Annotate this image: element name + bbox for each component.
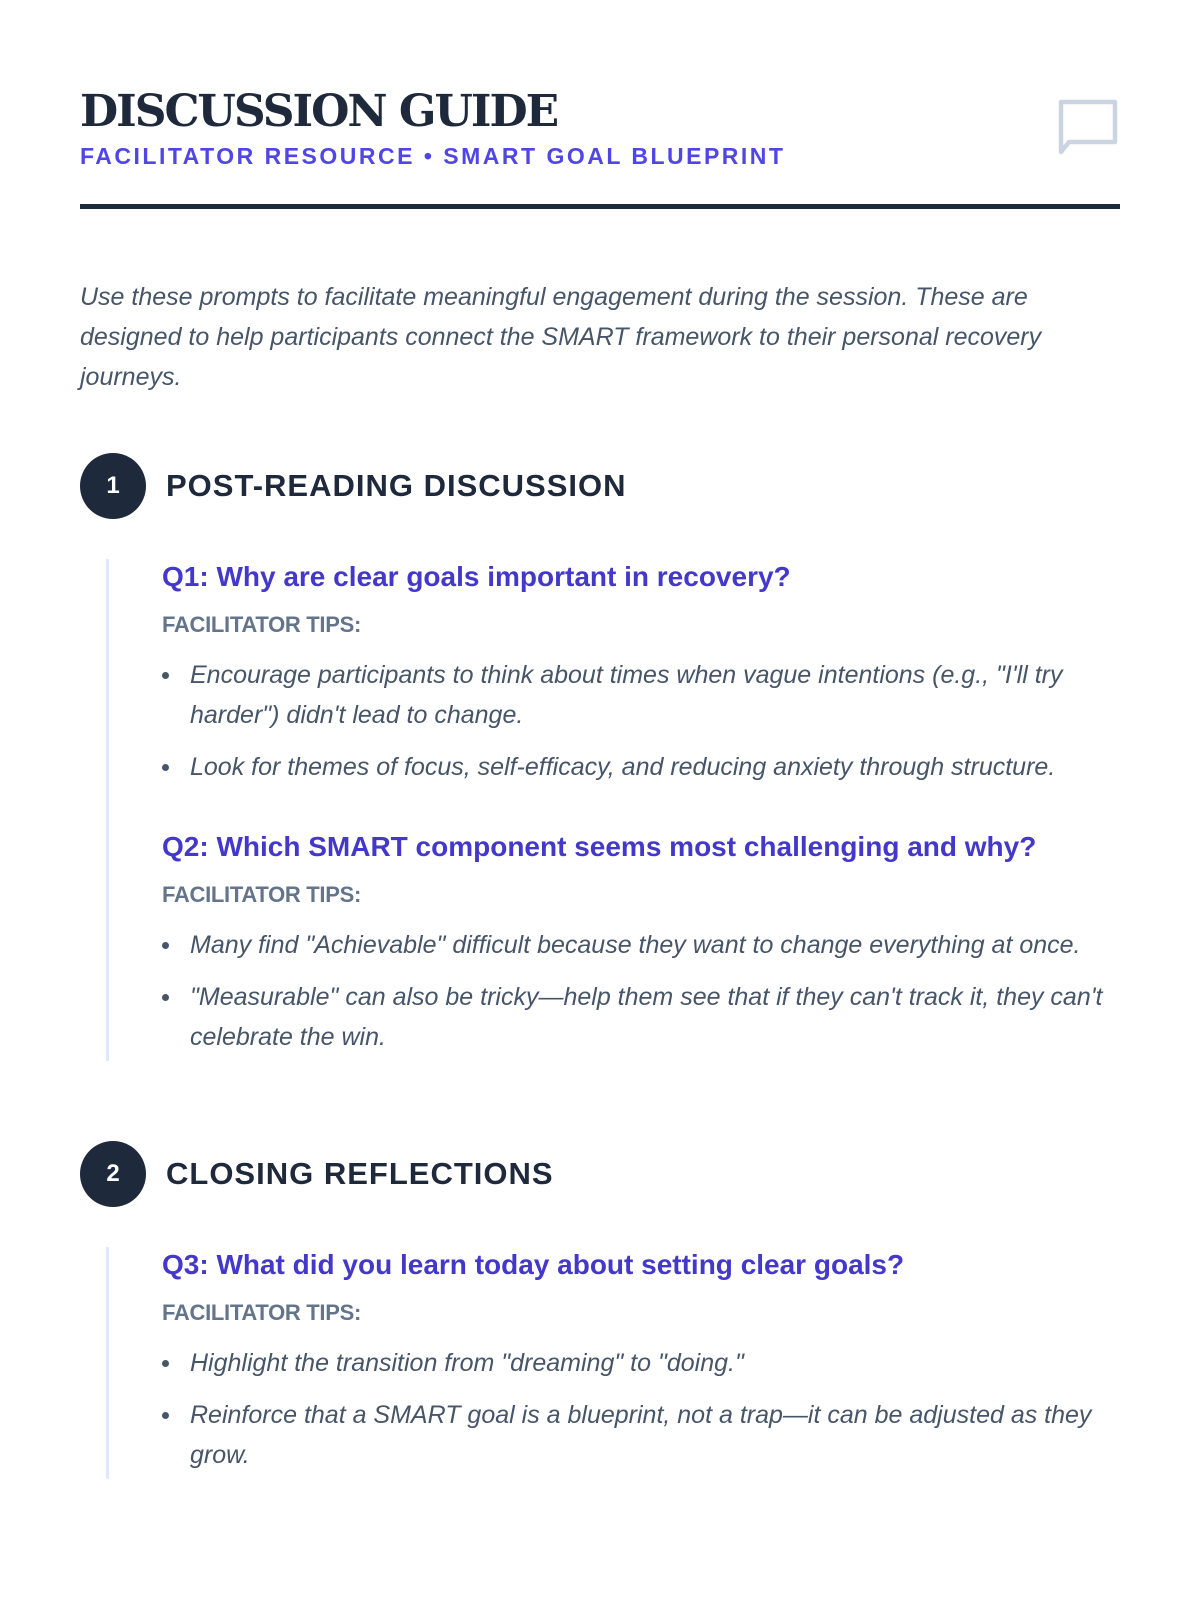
tip-item: [162, 925, 1120, 965]
tip-item: [162, 977, 1120, 1057]
question-list: [106, 1247, 1120, 1479]
page-subtitle: FACILITATOR RESOURCE • SMART GOAL BLUEPRINT: [80, 143, 786, 169]
chat-bubble-icon: [1056, 96, 1120, 160]
tip-text: "Measurable" can also be tricky—help them see that if they can't track it, they can't celebrate the win.: [190, 983, 1103, 1051]
section-title: POST-READING DISCUSSION: [166, 468, 627, 503]
discussion-guide-page: [80, 0, 1120, 1479]
section-header: [80, 1141, 1120, 1207]
bullet-icon: [162, 994, 169, 1001]
tip-item: [162, 1395, 1120, 1475]
question-text: Q1: Why are clear goals important in recovery?: [162, 561, 791, 592]
bullet-icon: [162, 942, 169, 949]
section-number-badge: 1: [80, 453, 146, 519]
section-post-reading-discussion: [80, 453, 1120, 1061]
tip-item: [162, 747, 1120, 787]
tip-text: Reinforce that a SMART goal is a blueprint, not a trap—it can be adjusted as they grow.: [190, 1401, 1092, 1469]
question-block: [162, 829, 1120, 1061]
page-title: DISCUSSION GUIDE: [80, 86, 558, 137]
tip-text: Look for themes of focus, self-efficacy, and reducing anxiety through structure.: [190, 753, 1056, 781]
bullet-icon: [162, 764, 169, 771]
section-header: [80, 453, 1120, 519]
tip-text: Many find "Achievable" difficult because they want to change everything at once.: [190, 931, 1081, 959]
tip-item: [162, 1343, 1120, 1383]
facilitator-tips-label: FACILITATOR TIPS:: [162, 882, 362, 907]
section-title: CLOSING REFLECTIONS: [166, 1156, 554, 1191]
facilitator-tips-label: FACILITATOR TIPS:: [162, 612, 362, 637]
tip-text: Encourage participants to think about times when vague intentions (e.g., "I'll try harder") didn't lead to change.: [190, 661, 1063, 729]
section-closing-reflections: [80, 1141, 1120, 1479]
tips-list: [162, 925, 1120, 1057]
tips-list: [162, 655, 1120, 787]
section-number-badge: 2: [80, 1141, 146, 1207]
bullet-icon: [162, 1412, 169, 1419]
question-text: Q2: Which SMART component seems most challenging and why?: [162, 831, 1037, 862]
question-list: [106, 559, 1120, 1061]
tips-list: [162, 1343, 1120, 1475]
bullet-icon: [162, 672, 169, 679]
question-block: [162, 1247, 1120, 1479]
page-header: [80, 0, 1120, 209]
facilitator-tips-label: FACILITATOR TIPS:: [162, 1300, 362, 1325]
tip-text: Highlight the transition from "dreaming" to "doing.": [190, 1349, 744, 1377]
tip-item: [162, 655, 1120, 735]
question-text: Q3: What did you learn today about setting clear goals?: [162, 1249, 905, 1280]
bullet-icon: [162, 1360, 169, 1367]
intro-paragraph: Use these prompts to facilitate meaningful engagement during the session. These are designed to help participants connect the SMART framework to their personal recovery journeys.: [80, 283, 1042, 391]
question-block: [162, 559, 1120, 791]
